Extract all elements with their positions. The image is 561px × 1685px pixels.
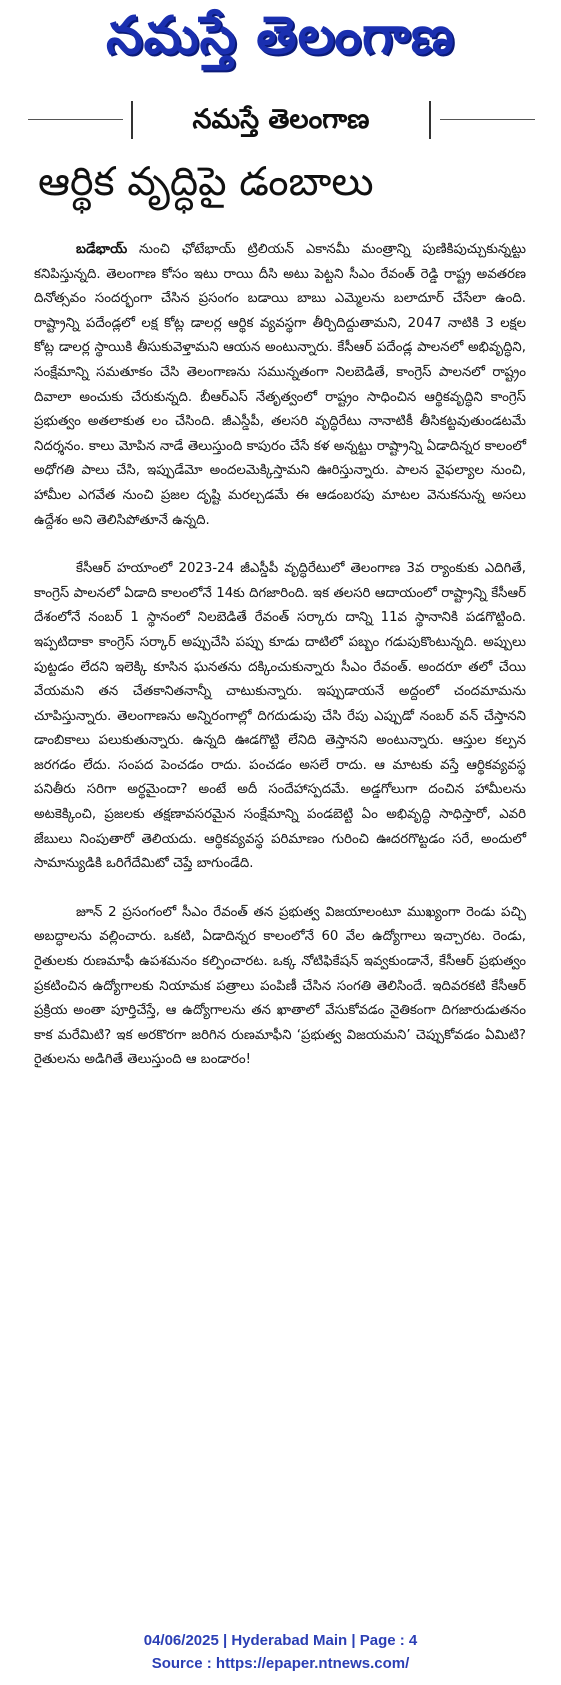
article-paragraph-1-text: నుంచి ఛోటేభాయ్ ట్రిలియన్ ఎకానమీ మంత్రాన్ని పుణికిపుచ్చుకున్నట్టు కనిపిస్తున్నది. తెలంగాణ కోసం ఇటు రాయి దీసి అటు పెట్టని సీఎం రేవంత్ రెడ్డి రాష్ట్ర అవతరణ దినోత్సవం సందర్భంగా చేసిన ప్రసంగం బడాయి బాబు ఎమ్మెలను బలాదూర్ చేసేలా ఉంది. రాష్ట్రాన్ని పదేండ్లలో లక్ష కోట్ల డాలర్ల ఆర్థిక వ్యవస్థగా తీర్చిదిద్దుతామని, 2047 నాటికి 3 లక్షల కోట్ల డాలర్ల స్థాయికి తీసుకువెళ్తామని ఆయన అంటున్నారు. కేసీఆర్ పదేండ్ల పాలనలో అభివృద్ధిని, సంక్షేమాన్ని సమతూకం చేసి తెలంగాణను సమున్నతంగా నిలబెడితే, కాంగ్రెస్ పాలనలో రాష్ట్రం దివాలా అంచుకు చేరుకున్నది. బీఆర్ఎస్ నేతృత్వంలో రాష్ట్రం సాధించిన ఆర్థికవృద్ధిని కాంగ్రెస్ ప్రభుత్వం అతలాకుత లం చేసింది. జీఎస్డీపీ, తలసరి వృద్ధిరేటు నానాటికీ తీసికట్టవుతుండటమే నిదర్శనం. కాలు మోపిన నాడే తెలుస్తుంది కాపురం చేసే కళ అన్నట్టు రాష్ట్రాన్ని ఏడాదిన్నర కాలంలో అధోగతి పాలు చేసి, ఇప్పుడేమో అందలమెక్కిస్తామని ఊరిస్తున్నారు. పాలన వైఫల్యాల నుంచి, హామీల ఎగవేత నుంచి ప్రజల దృష్టి మరల్చడమే ఈ ఆడంబరపు మాటల వెనుకనున్న అసలు ఉద్దేశం అని తెలిసిపోతూనే ఉన్నది. [34, 242, 526, 528]
article-lead-word: బడేభాయ్ [76, 242, 128, 257]
section-label: నమస్తే తెలంగాణ [192, 104, 370, 135]
article-paragraph-1 [34, 238, 526, 533]
newspaper-masthead [0, 0, 561, 100]
section-tick-left [131, 101, 133, 139]
article-body [34, 238, 526, 1073]
footer-edition-info: 04/06/2025 | Hyderabad Main | Page : 4 [143, 1632, 418, 1649]
section-tick-right [429, 101, 431, 139]
article-paragraph-3: జూన్ 2 ప్రసంగంలో సీఎం రేవంత్ తన ప్రభుత్వ విజయాలంటూ ముఖ్యంగా రెండు పచ్చి అబద్ధాలను వల్లించారు. ఒకటి, ఏడాదిన్నర కాలంలోనే 60 వేల ఉద్యోగాలు ఇచ్చారట. రెండు, రైతులకు రుణమాఫీ ఉపశమనం కల్పించారట. ఒక్క నోటిఫికేషన్ ఇవ్వకుండానే, కేసీఆర్ ప్రభుత్వం ప్రకటించిన ఉద్యోగాలకు నియామక పత్రాలు పంపిణీ చేసిన సంగతి తెలిసిందే. ఇదివరకటి కేసీఆర్ ప్రక్రియ అంతా పూర్తిచేస్తే, ఆ ఉద్యోగాలను తన ఖాతాలో వేసుకోవడం నైతికంగా దిగజారుడుతనం కాక మరేమిటి? ఇక అరకొరగా జరిగిన రుణమాఫీని ‘ప్రభుత్వ విజయమని’ చెప్పుకోవడం ఏమిటి? రైతులను అడిగితే తెలుస్తుంది ఆ బండారం! [34, 904, 526, 1068]
section-rule-left [28, 119, 123, 120]
section-rule-right [440, 119, 535, 120]
article-headline: ఆర్థిక వృద్ధిపై డంబాలు [38, 159, 374, 205]
footer-source-link: Source : https://epaper.ntnews.com/ [151, 1655, 410, 1672]
article-paragraph-2: కేసీఆర్ హయాంలో 2023-24 జీఎస్డీపీ వృద్ధిరేటులో తెలంగాణ 3వ ర్యాంకుకు ఎదిగితే, కాంగ్రెస్ పాలనలో ఏడాది కాలంలోనే 14కు దిగజారింది. ఇక తలసరి ఆదాయంలో రాష్ట్రాన్ని కేసీఆర్ దేశంలోనే నంబర్ 1 స్థానంలో నిలబెడితే రేవంత్ సర్కారు దాన్ని 11వ స్థానానికి పడగొట్టింది. ఇప్పటిదాకా కాంగ్రెస్ సర్కార్ అప్పుచేసి పప్పు కూడు దాటిలో పబ్బం గడుపుకొంటున్నది. అప్పులు పుట్టడం లేదని ఇలెక్కి కూసిన ఘనతను దక్కించుకున్నారు సీఎం రేవంత్. అందరూ తలో చేయి వేయమని తన చేతకానితనాన్నీ చాటుకున్నారు. ఇప్పుడాయనే అద్దంలో చందమామను చూపిస్తున్నారు. తెలంగాణను అన్నిరంగాల్లో దిగదుడుపు చేసి రేపు ఎప్పుడో నంబర్ వన్ చేస్తానని డాంబికాలు పలుకుతున్నారు. ఉన్నది ఊడగొట్టి లేనిది తెస్తానని అంటున్నారు. ఆస్తుల కల్పన జరగడం లేదు. సంపద పెంచడం రాదు. పంచడం అసలే రాదు. ఆ మాటకు వస్తే ఆర్థికవ్యవస్థ పనితీరు సరిగా అర్థమైందా? అంటే అదీ సందేహాస్పదమే. అడ్డగోలుగా దంచిన హామీలను అటకెక్కించి, ప్రజలకు తక్షణావసరమైన సంక్షేమాన్ని పండబెట్టి ఏం అభివృద్ధి సాధిస్తారో, ఎవరి జేబులు నింపుతారో తెలియదు. ఆర్థికవ్యవస్థ పరిమాణం గురించి ఊదరగొట్టడం సరే, అందులో సామాన్యుడికి ఒరిగేదేమిటో చెప్తే బాగుండేది. [34, 561, 526, 872]
masthead-title: నమస్తే తెలంగాణ [106, 6, 455, 66]
